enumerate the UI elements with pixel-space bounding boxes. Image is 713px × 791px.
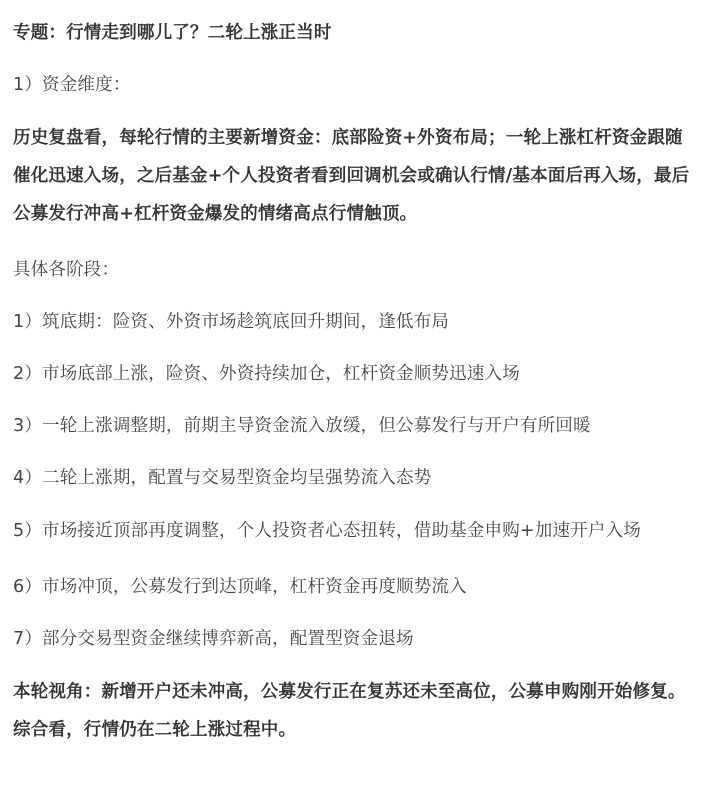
stage-item-5: 5）市场接近顶部再度调整，个人投资者心态扭转，借助基金申购+加速开户入场 [13,521,641,541]
stages-heading: 具体各阶段： [13,260,120,280]
stage-item-6: 6）市场冲顶，公募发行到达顶峰，杠杆资金再度顺势流入 [13,577,467,597]
stage-item-7: 7）部分交易型资金继续博弈新高，配置型资金退场 [13,629,414,649]
stage-item-2: 2）市场底部上涨，险资、外资持续加仓，杠杆资金顺势迅速入场 [13,364,520,384]
article-title: 专题：行情走到哪儿了？二轮上涨正当时 [13,23,332,43]
stage-item-3: 3）一轮上涨调整期，前期主导资金流入放缓，但公募发行与开户有所回暖 [13,416,591,436]
history-review-paragraph: 历史复盘看，每轮行情的主要新增资金：底部险资+外资布局；一轮上涨杠杆资金跟随催化迅速入场，之后基金+个人投资者看到回调机会或确认行情/基本面后再入场，最后公募发行冲高+杠杆资金爆发的情绪高点行情触顶。 [13,128,690,224]
stage-item-1: 1）筑底期：险资、外资市场趁筑底回升期间，逢低布局 [13,312,450,332]
section-fund-heading: 1）资金维度： [13,75,131,95]
conclusion-paragraph: 本轮视角：新增开户还未冲高，公募发行正在复苏还未至高位，公募申购刚开始修复。综合看，行情仍在二轮上涨过程中。 [13,682,686,740]
stage-item-4: 4）二轮上涨期，配置与交易型资金均呈强势流入态势 [13,468,432,488]
